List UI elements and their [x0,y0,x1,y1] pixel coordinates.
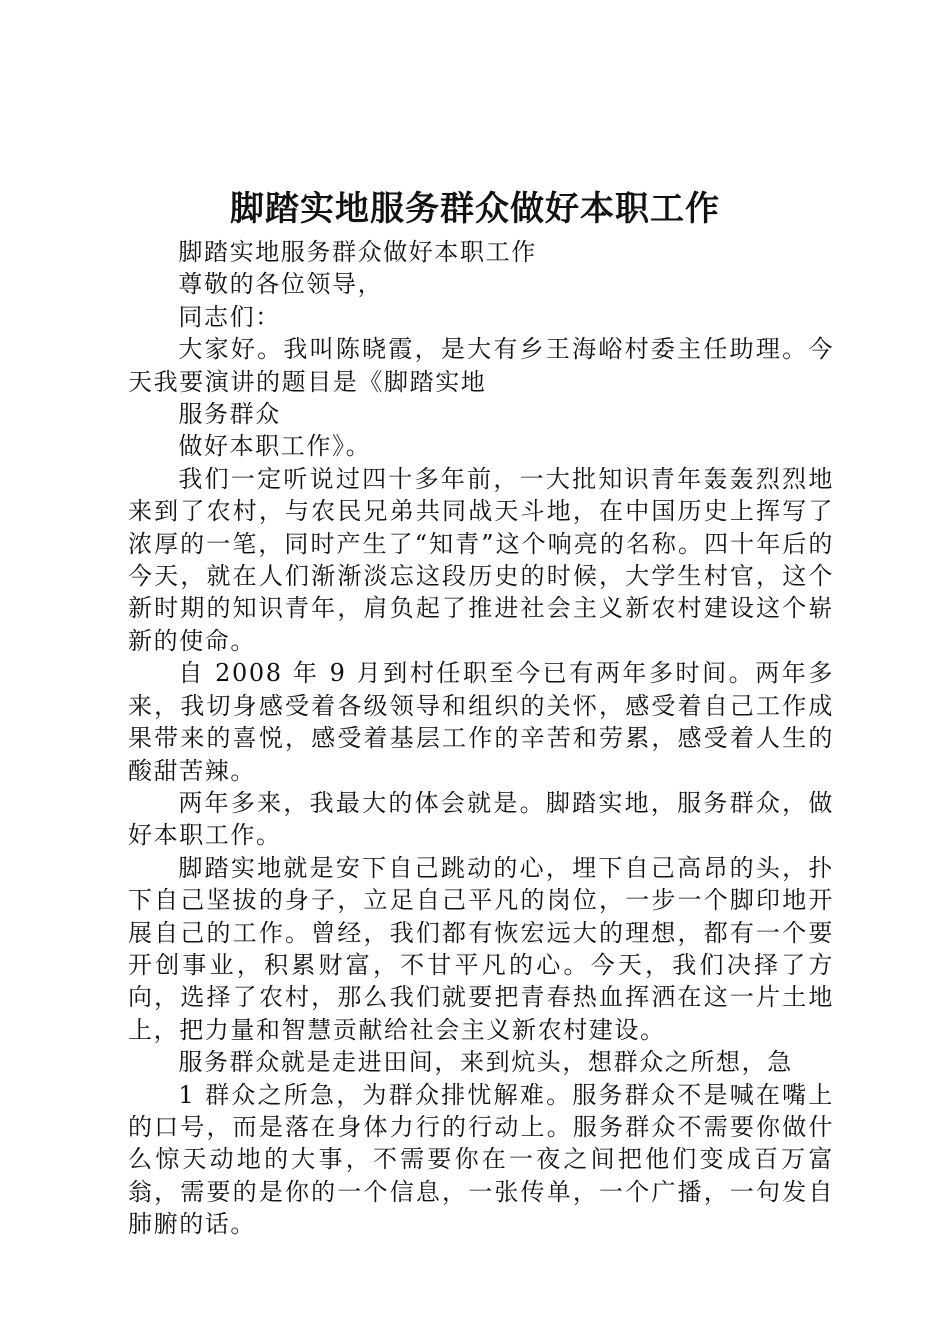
paragraph-serve-masses: 服务群众就是走进田间，来到炕头，想群众之所想，急 [178,1048,793,1077]
paragraph-experience: 自 2008 年 9 月到村任职至今已有两年多时间。两年多来，我切身感受着各级领导和组织的关怀，感受着自己工作成果带来的喜悦，感受着基层工作的辛苦和劳累，感受着人生的酸甜苦辣。 [128,659,834,785]
paragraph-topic-line-3: 做好本职工作》。 [178,432,372,461]
paragraph-topic-line-2: 服务群众 [178,400,281,429]
paragraph-history: 我们一定听说过四十多年前，一大批知识青年轰轰烈烈地来到了农村，与农民兄弟共同战天斗地，在中国历史上挥写了浓厚的一笔，同时产生了“知青”这个响亮的名称。四十年后的今天，就在人们渐渐淡忘这段历史的时候，大学生村官，这个新时期的知识青年，肩负起了推进社会主义新农村建设这个崭新的使命。 [128,464,834,655]
paragraph-subtitle: 脚踏实地服务群众做好本职工作 [178,238,537,266]
document-body [128,236,834,1241]
paragraph-salutation: 尊敬的各位领导， [178,270,384,299]
paragraph-introduction: 大家好。我叫陈晓霞，是大有乡王海峪村委主任助理。今天我要演讲的题目是《脚踏实地 [128,335,834,396]
document-title: 脚踏实地服务群众做好本职工作 [230,189,720,229]
paragraph-insight: 两年多来，我最大的体会就是。脚踏实地，服务群众，做好本职工作。 [128,788,834,850]
paragraph-down-to-earth: 脚踏实地就是安下自己跳动的心，埋下自己高昂的头，扑下自己坚拔的身子，立足自己平凡的岗位，一步一个脚印地开展自己的工作。曾经，我们都有恢宏远大的理想，都有一个要开创事业，积累财富，不甘平凡的心。今天，我们决择了方向，选择了农村，那么我们就要把青春热血挥洒在这一片土地上，把力量和智慧贡献给社会主义新农村建设。 [128,853,834,1044]
paragraph-serve-masses-continued: 1 群众之所急，为群众排忧解难。服务群众不是喊在嘴上的口号，而是落在身体力行的行动上。服务群众不需要你做什么惊天动地的大事，不需要你在一夜之间把他们变成百万富翁，需要的是你的一个信息，一张传单，一个广播，一句发自肺腑的话。 [128,1080,834,1239]
paragraph-salutation-comrades: 同志们： [178,302,281,331]
